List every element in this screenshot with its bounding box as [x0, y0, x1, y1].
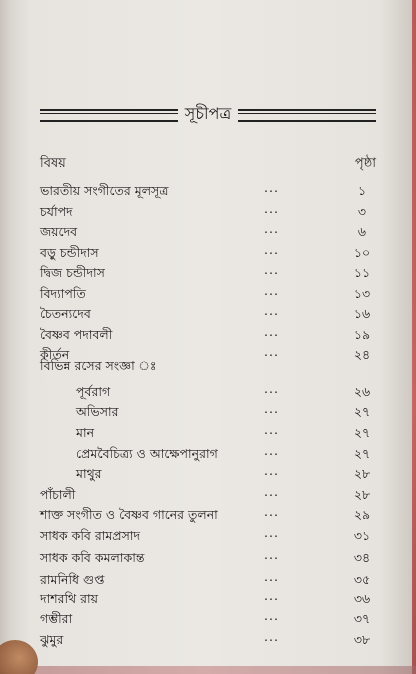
- toc-entry-page: ৩১: [353, 528, 371, 543]
- toc-entry-leader: ...: [264, 629, 279, 644]
- toc-entry: [40, 570, 380, 590]
- toc-entry-leader: ...: [264, 180, 279, 195]
- toc-entry-page: ২৭: [353, 404, 371, 419]
- toc-entry-leader: ...: [264, 242, 279, 257]
- toc-entry-page: ২৪: [353, 347, 371, 362]
- toc-entry-title: জয়দেব: [40, 224, 78, 239]
- toc-entry-leader: ...: [264, 422, 279, 437]
- toc-entry-title: ঝুমুর: [40, 632, 64, 647]
- toc-entry: [40, 284, 380, 304]
- toc-entry-title: বিভিন্ন রসের সংজ্ঞা ঃ: [40, 358, 157, 373]
- toc-entry-title: চৈতন্যদেব: [40, 306, 91, 321]
- toc-entry-leader: ...: [264, 262, 279, 277]
- toc-entry: [40, 402, 380, 422]
- toc-entry-page: ২৯: [353, 507, 371, 522]
- toc-entry-page: ১১: [353, 265, 371, 280]
- toc-entry: [40, 630, 380, 650]
- toc-entry-page: ৩৮: [353, 632, 371, 647]
- toc-entry: [40, 202, 380, 222]
- toc-entry-page: ২৭: [353, 425, 371, 440]
- toc-entry-page: ২৮: [353, 487, 371, 502]
- toc-entry-title: গম্ভীরা: [40, 611, 73, 626]
- toc-entry: [40, 356, 380, 376]
- toc-entry-leader: ...: [264, 484, 279, 499]
- toc-entry-page: ১: [357, 183, 367, 198]
- toc-entry-leader: ...: [264, 588, 279, 603]
- toc-entry-page: ২৭: [353, 446, 371, 461]
- toc-entry-leader: ...: [264, 569, 279, 584]
- toc-entry-page: ২৮: [353, 466, 371, 481]
- toc-entry-leader: ...: [264, 381, 279, 396]
- toc-entry: [40, 526, 380, 546]
- toc-entry-page: ২৬: [353, 384, 371, 399]
- thumb: [0, 640, 38, 674]
- page-header: পৃষ্ঠা: [354, 156, 376, 171]
- page-edge-right: [412, 0, 416, 674]
- title-rule-right: [238, 109, 376, 122]
- toc-entry-title: বিদ্যাপতি: [40, 286, 86, 301]
- toc-entry-title: বড়ু চন্ডীদাস: [40, 245, 99, 260]
- toc-entry-title: বৈষ্ণব পদাবলী: [40, 327, 113, 342]
- toc-entry-page: ৬: [357, 224, 367, 239]
- toc-entry-page: ১৯: [353, 327, 371, 342]
- toc-entry-page: ১৬: [353, 306, 371, 321]
- toc-entry-leader: ...: [264, 525, 279, 540]
- toc-entry-page: ৩৬: [353, 591, 371, 606]
- toc-entry-title: মান: [76, 425, 95, 440]
- toc-entry: [40, 423, 380, 443]
- toc-entry-page: ৩৭: [353, 611, 371, 626]
- toc-entry-leader: ...: [264, 401, 279, 416]
- toc-entry-title: রামনিধি গুপ্ত: [40, 572, 105, 587]
- toc-entry-leader: ...: [264, 463, 279, 478]
- toc-entry-leader: ...: [264, 303, 279, 318]
- toc-entry: [40, 243, 380, 263]
- toc-entry: [40, 181, 380, 201]
- page-edge-bottom: [0, 666, 416, 674]
- subject-header: বিষয়: [40, 156, 66, 171]
- toc-entry: [40, 609, 380, 629]
- toc-entry-title: চর্যাপদ: [40, 204, 73, 219]
- toc-entry-leader: ...: [264, 504, 279, 519]
- toc-entry-title: মাথুর: [76, 466, 102, 481]
- toc-header: [40, 154, 376, 172]
- toc-entry-page: ৩৫: [353, 572, 371, 587]
- toc-entry-title: পাঁচালী: [40, 487, 76, 502]
- toc-entry-leader: ...: [264, 324, 279, 339]
- toc-entry: [40, 444, 380, 464]
- toc-entry-page: ৩৪: [353, 550, 371, 565]
- toc-entry: [40, 304, 380, 324]
- toc-entry-leader: ...: [264, 443, 279, 458]
- toc-entry-page: ১৩: [353, 286, 371, 301]
- page-title: সূচীপত্র: [184, 104, 232, 123]
- toc-entry-leader: ...: [264, 547, 279, 562]
- toc-entry: [40, 505, 380, 525]
- toc-entry-title: কীর্তন: [40, 347, 70, 362]
- toc-entry-title: প্রেমবৈচিত্র্য ও আক্ষেপানুরাগ: [76, 446, 218, 461]
- toc-entry-page: ১০: [353, 245, 371, 260]
- toc-entry: [40, 589, 380, 609]
- toc-entry: [40, 325, 380, 345]
- toc-entry: [40, 485, 380, 505]
- title-row: [40, 103, 376, 125]
- toc-entry: [40, 464, 380, 484]
- toc-entry-title: সাধক কবি কমলাকান্ত: [40, 550, 145, 565]
- toc-entry-title: সাধক কবি রামপ্রসাদ: [40, 528, 141, 543]
- toc-entry-leader: ...: [264, 283, 279, 298]
- toc-entry: [40, 548, 380, 568]
- toc-entry-page: ৩: [357, 204, 367, 219]
- toc-entry-title: শাক্ত সংগীত ও বৈষ্ণব গানের তুলনা: [40, 507, 218, 522]
- toc-entry-leader: ...: [264, 201, 279, 216]
- toc-entry-title: পূর্বরাগ: [76, 384, 111, 399]
- toc-entry-leader: ...: [264, 221, 279, 236]
- toc-entry-title: দ্বিজ চন্ডীদাস: [40, 265, 105, 280]
- toc-entry-title: অভিসার: [76, 404, 119, 419]
- toc-entry: [40, 382, 380, 402]
- toc-entry-title: দাশরথি রায়: [40, 591, 98, 606]
- toc-entry: [40, 222, 380, 242]
- toc-entry: [40, 263, 380, 283]
- toc-entry-leader: ...: [264, 344, 279, 359]
- toc-entry-title: ভারতীয় সংগীতের মূলসূত্র: [40, 183, 169, 198]
- toc-entry-leader: ...: [264, 608, 279, 623]
